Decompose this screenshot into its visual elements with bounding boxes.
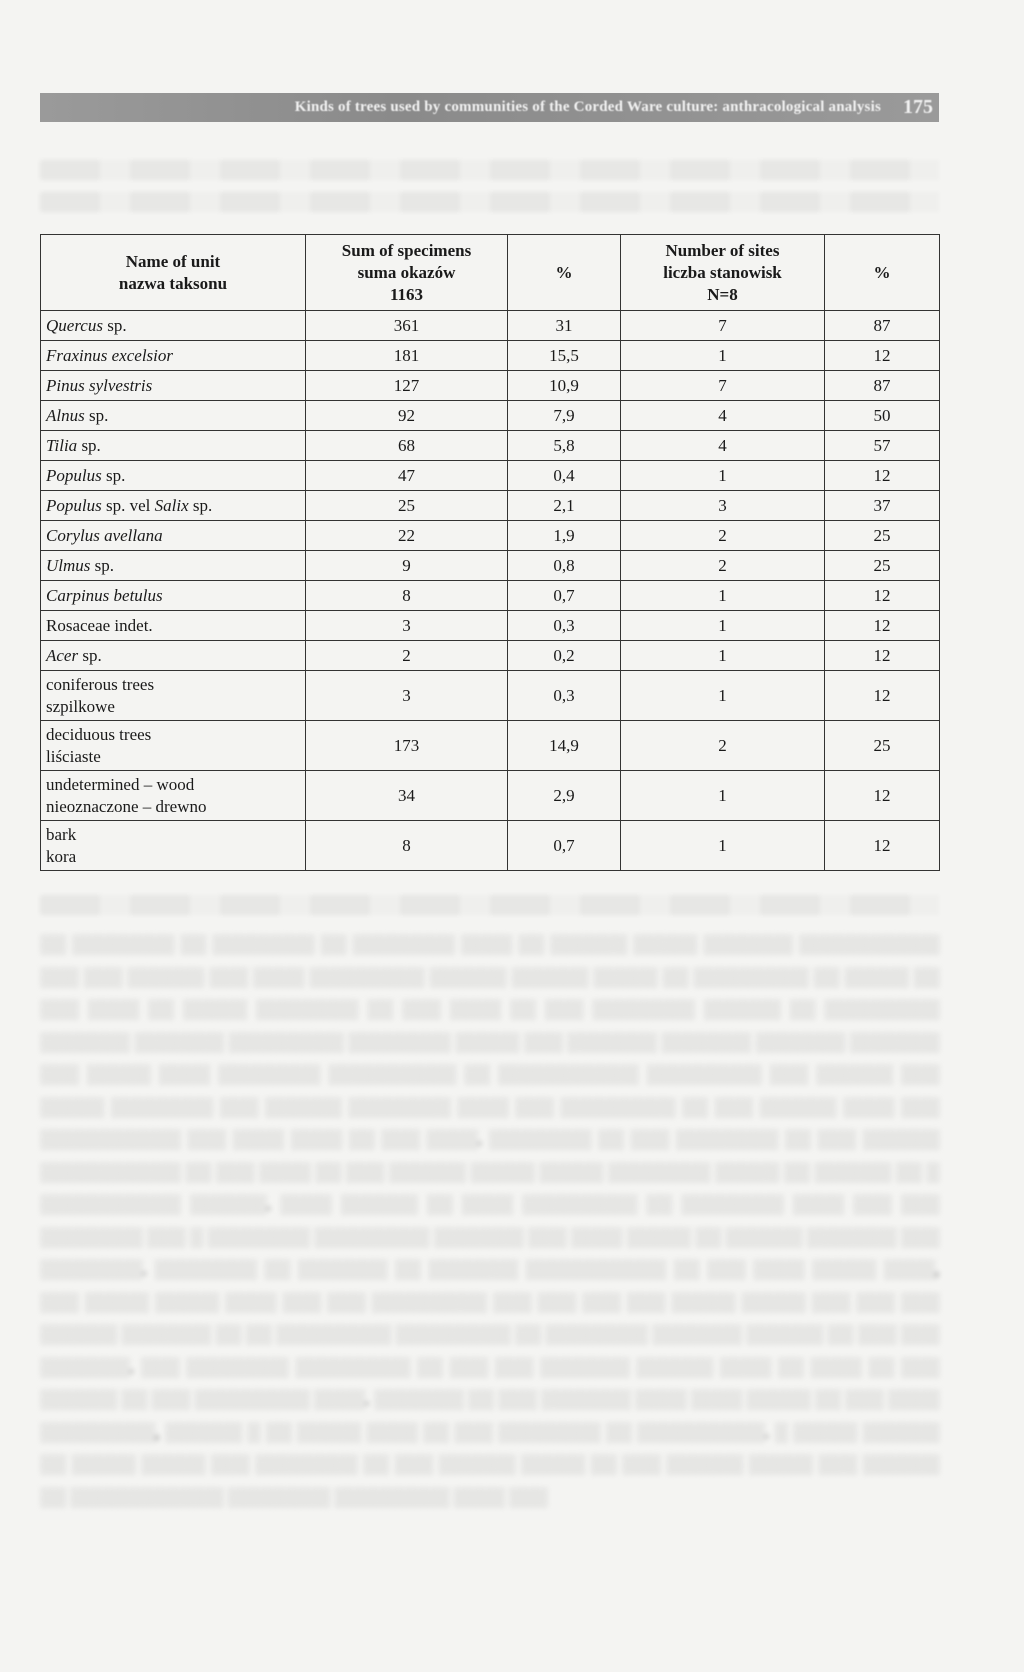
specimen-count: 8: [306, 821, 508, 871]
table-header-row: [41, 235, 940, 311]
site-count: 3: [621, 491, 825, 521]
site-percent: 12: [825, 461, 940, 491]
site-count: 1: [621, 611, 825, 641]
site-count: 2: [621, 521, 825, 551]
specimen-count: 127: [306, 371, 508, 401]
site-percent: 50: [825, 401, 940, 431]
table-row: [41, 551, 940, 581]
site-percent: 87: [825, 311, 940, 341]
site-count: 2: [621, 721, 825, 771]
site-percent: 57: [825, 431, 940, 461]
table-row: [41, 461, 940, 491]
specimen-percent: 2,1: [508, 491, 621, 521]
table-row: [41, 821, 940, 871]
site-count: 1: [621, 581, 825, 611]
col-header-sites-percent: %: [825, 235, 940, 311]
specimen-count: 173: [306, 721, 508, 771]
specimen-count: 9: [306, 551, 508, 581]
site-percent: 25: [825, 551, 940, 581]
taxon-name: bark kora: [41, 821, 306, 871]
specimen-count: 361: [306, 311, 508, 341]
site-count: 7: [621, 311, 825, 341]
table-row: [41, 311, 940, 341]
taxon-name: coniferous trees szpilkowe: [41, 671, 306, 721]
specimen-percent: 0,3: [508, 611, 621, 641]
specimen-count: 3: [306, 671, 508, 721]
specimen-count: 92: [306, 401, 508, 431]
site-percent: 25: [825, 521, 940, 551]
taxon-name: Populus sp.: [41, 461, 306, 491]
specimen-percent: 1,9: [508, 521, 621, 551]
table-row: [41, 581, 940, 611]
site-count: 4: [621, 431, 825, 461]
page-number: 175: [903, 96, 933, 118]
site-percent: 12: [825, 581, 940, 611]
table-row: [41, 641, 940, 671]
specimen-percent: 2,9: [508, 771, 621, 821]
site-count: 1: [621, 341, 825, 371]
table-row: [41, 721, 940, 771]
running-header: [40, 93, 939, 122]
specimen-percent: 14,9: [508, 721, 621, 771]
paragraph: ░░ ░░░░░░░░ ░░ ░░░░░░░░ ░░ ░░░░░░░░ ░░░░ ░░ ░░░░░░ ░░░░░ ░░░░░░░ ░░░░░░░░░░░ ░░░ ░░░ ░░░░░░ ░░░ ░░░░ ░░░░░░░░░ ░░░░░░ ░░░░░░ ░░░░░ ░░ ░░░░░░░░░ ░░ ░░░░░ ░░ ░░░ ░░░░ ░░ ░░░░░ ░░░░░░░░ ░░ ░░░ ░░░░ ░░ ░░░ ░░░░░░░░ ░░░░░░ ░░ ░░░░░░░░░ ░░░░░░░ ░░░░░░░ ░░░░░░░░░ ░░░░░░░░ ░░░░░ ░░░ ░░░░░░░ ░░░░░░░ ░░░░░░░ ░░░░░░░ ░░░ ░░░░░ ░░░░ ░░░░░░░░ ░░░░░░░░░░ ░░ ░░░░░░░░░░░ ░░░░░░░░░ ░░░ ░░░░░░ ░░░ ░░░░░ ░░░░░░░░ ░░░ ░░░░░░ ░░░░░░░░ ░░░░ ░░░ ░░░░░░░░░ ░░ ░░░ ░░░░░░ ░░░░ ░░░ ░░░░░░░░░░░ ░░░ ░░░░ ░░░░ ░░ ░░░ ░░░░. ░░░░░░░░ ░░ ░░░ ░░░░░░░░ ░░ ░░░ ░░░░░░ ░░░░░░░░░░░ ░░ ░░░ ░░░░ ░░ ░░░ ░░░░░░ ░░░░░ ░░░░░ ░░░░░░░░ ░░░░░ ░░ ░░░░░░ ░░ ░ ░░░░░░░░░░░ ░░░░░░. ░░░░ ░░░░░░ ░░ ░░░░ ░░░░░░░░░ ░░ ░░░░░░░░ ░░░░ ░░░ ░░░ ░░░░░░░░ ░░░ ░ ░░░░░░░░ ░░░░░░░░░ ░░░░░░░ ░░░ ░░░░ ░░░░░ ░░ ░░░░░░ ░░░░░░░ ░░░ ░░░░░░░░. ░░░░░░░░ ░░ ░░░░░░░ ░░ ░░░░░░░ ░░░░░░░░░░░ ░░ ░░░ ░░░░ ░░░░░ ░░░░, ░░░ ░░░░░ ░░░░░ ░░░░ ░░░ ░░░ ░░░░░░░░░ ░░░ ░░░ ░░░ ░░░ ░░░░░ ░░░░░ ░░░ ░░░ ░░░ ░░░░░░ ░░░░░░░ ░░ ░░ ░░░░░░░░░ ░░░░░░░░░ ░░ ░░░░░░░░ ░░░░░░░ ░░░░░░ ░░ ░░░ ░░░ ░░░░░░░. ░░░ ░░░░░░░░ ░░░░░░░░░ ░░ ░░░ ░░░ ░░░░░░░ ░░░░░░ ░░░░ ░░ ░░░░ ░░ ░░░ ░░░░░░ ░░ ░░░ ░░░░░░░░░ ░░░░. ░░░░░░░ ░░ ░░░ ░░░░░░░ ░░░░ ░░░░ ░░░░░ ░░ ░░░ ░░░░ ░░░░░░░░░, ░░░░░░ ░ ░░ ░░░░░ ░░░░ ░░ ░░░ ░░░░░░░░ ░░ ░░░░░░░░░░. ░ ░░░░░ ░░░░░░ ░░ ░░░░░ ░░░░░ ░░░ ░░░░░░░░ ░░ ░░░ ░░░░░░ ░░░░░ ░░ ░░░ ░░░░░░ ░░░░░ ░░░ ░░░░░░ ░░ ░░░░░░░░░░░░ ░░░░░░░░ ░░░░░░░░░ ░░░░ ░░░: [40, 934, 939, 1507]
show-through-text: [40, 160, 939, 180]
specimen-count: 8: [306, 581, 508, 611]
specimen-percent: 0,4: [508, 461, 621, 491]
site-count: 2: [621, 551, 825, 581]
table-row: [41, 341, 940, 371]
specimen-percent: 31: [508, 311, 621, 341]
specimen-count: 2: [306, 641, 508, 671]
show-through-text: [40, 192, 939, 212]
specimen-percent: 0,7: [508, 581, 621, 611]
site-count: 7: [621, 371, 825, 401]
table-row: [41, 671, 940, 721]
species-table: [40, 234, 940, 871]
site-percent: 25: [825, 721, 940, 771]
site-percent: 87: [825, 371, 940, 401]
table-row: [41, 611, 940, 641]
taxon-name: Tilia sp.: [41, 431, 306, 461]
col-header-specimens: Sum of specimens suma okazów 1163: [306, 235, 508, 311]
specimen-percent: 0,7: [508, 821, 621, 871]
specimen-percent: 7,9: [508, 401, 621, 431]
taxon-name: Acer sp.: [41, 641, 306, 671]
site-count: 1: [621, 461, 825, 491]
specimen-percent: 0,3: [508, 671, 621, 721]
table-row: [41, 771, 940, 821]
specimen-count: 68: [306, 431, 508, 461]
specimen-count: 34: [306, 771, 508, 821]
site-percent: 12: [825, 671, 940, 721]
specimen-percent: 0,8: [508, 551, 621, 581]
running-header-title: Kinds of trees used by communities of the Corded Ware culture: anthracological analysis: [294, 99, 881, 115]
taxon-name: Fraxinus excelsior: [41, 341, 306, 371]
taxon-name: Pinus sylvestris: [41, 371, 306, 401]
site-percent: 12: [825, 341, 940, 371]
site-count: 1: [621, 771, 825, 821]
specimen-count: 47: [306, 461, 508, 491]
table-row: [41, 491, 940, 521]
specimen-percent: 15,5: [508, 341, 621, 371]
col-header-sites: Number of sites liczba stanowisk N=8: [621, 235, 825, 311]
site-percent: 12: [825, 771, 940, 821]
col-header-name: Name of unit nazwa taksonu: [41, 235, 306, 311]
site-count: 4: [621, 401, 825, 431]
taxon-name: Ulmus sp.: [41, 551, 306, 581]
table-row: [41, 401, 940, 431]
taxon-name: Corylus avellana: [41, 521, 306, 551]
specimen-count: 22: [306, 521, 508, 551]
taxon-name: deciduous trees liściaste: [41, 721, 306, 771]
table-row: [41, 431, 940, 461]
col-header-percent: %: [508, 235, 621, 311]
show-through-text: [40, 895, 939, 915]
site-percent: 12: [825, 611, 940, 641]
site-count: 1: [621, 821, 825, 871]
taxon-name: Rosaceae indet.: [41, 611, 306, 641]
taxon-name: Quercus sp.: [41, 311, 306, 341]
table-row: [41, 521, 940, 551]
site-percent: 12: [825, 821, 940, 871]
specimen-count: 25: [306, 491, 508, 521]
taxon-name: Carpinus betulus: [41, 581, 306, 611]
site-count: 1: [621, 641, 825, 671]
body-text-illegible: [40, 928, 939, 1513]
site-percent: 12: [825, 641, 940, 671]
specimen-count: 181: [306, 341, 508, 371]
taxon-name: Populus sp. vel Salix sp.: [41, 491, 306, 521]
site-percent: 37: [825, 491, 940, 521]
specimen-percent: 5,8: [508, 431, 621, 461]
specimen-percent: 0,2: [508, 641, 621, 671]
table-row: [41, 371, 940, 401]
taxon-name: undetermined – wood nieoznaczone – drewno: [41, 771, 306, 821]
taxon-name: Alnus sp.: [41, 401, 306, 431]
site-count: 1: [621, 671, 825, 721]
specimen-percent: 10,9: [508, 371, 621, 401]
specimen-count: 3: [306, 611, 508, 641]
